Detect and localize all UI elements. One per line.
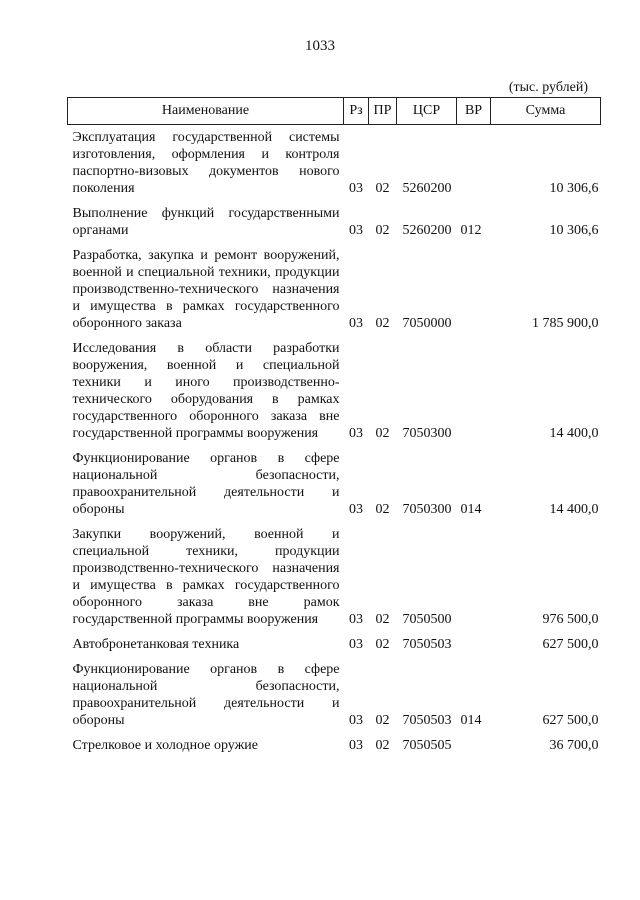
row-pr: 02 bbox=[375, 223, 390, 238]
column-header-pr: ПР bbox=[369, 98, 397, 125]
row-vr: 014 bbox=[460, 713, 482, 728]
row-sum: 976 500,0 bbox=[542, 612, 599, 627]
row-rz: 03 bbox=[349, 637, 363, 652]
row-sum: 14 400,0 bbox=[549, 426, 599, 441]
row-name: Эксплуатация государственной системы изготовления, оформления и контроля паспортно-визовых документов нового поколения bbox=[72, 130, 340, 196]
row-pr: 02 bbox=[375, 426, 390, 441]
row-csr: 7050000 bbox=[402, 316, 452, 331]
row-name: Автобронетанковая техника bbox=[72, 637, 240, 652]
row-csr: 5260200 bbox=[402, 181, 452, 196]
table-row bbox=[68, 446, 601, 522]
column-header-csr: ЦСР bbox=[397, 98, 457, 125]
table-row bbox=[68, 201, 601, 243]
row-rz: 03 bbox=[349, 713, 363, 728]
row-csr: 7050300 bbox=[402, 502, 452, 517]
row-sum: 1 785 900,0 bbox=[532, 316, 599, 331]
row-csr: 7050500 bbox=[402, 612, 452, 627]
row-name: Разработка, закупка и ремонт вооружений, военной и специальной техники, продукции производственно-технического назначения и имущества в рамках государственного оборонного заказа bbox=[72, 248, 340, 331]
page-number: 1033 bbox=[305, 38, 335, 54]
table-row bbox=[68, 632, 601, 657]
row-sum: 627 500,0 bbox=[542, 713, 599, 728]
row-sum: 10 306,6 bbox=[549, 181, 599, 196]
row-csr: 7050503 bbox=[402, 637, 452, 652]
table-row bbox=[68, 243, 601, 336]
row-pr: 02 bbox=[375, 637, 390, 652]
row-vr: 012 bbox=[460, 223, 482, 238]
row-name: Функционирование органов в сфере национальной безопасности, правоохранительной деятельности и обороны bbox=[72, 662, 340, 728]
row-vr bbox=[457, 243, 491, 336]
column-header-vr: ВР bbox=[457, 98, 491, 125]
row-csr: 7050300 bbox=[402, 426, 452, 441]
row-name: Стрелковое и холодное оружие bbox=[72, 738, 258, 753]
row-csr: 5260200 bbox=[402, 223, 452, 238]
row-rz: 03 bbox=[349, 738, 363, 753]
row-rz: 03 bbox=[349, 502, 363, 517]
table-row bbox=[68, 733, 601, 758]
row-vr bbox=[457, 632, 491, 657]
row-sum: 627 500,0 bbox=[542, 637, 599, 652]
row-pr: 02 bbox=[375, 316, 390, 331]
table-row bbox=[68, 522, 601, 632]
units-note: (тыс. рублей) bbox=[508, 80, 588, 95]
row-csr: 7050503 bbox=[402, 713, 452, 728]
column-header-sum: Сумма bbox=[491, 98, 601, 125]
row-csr: 7050505 bbox=[402, 738, 452, 753]
row-vr: 014 bbox=[460, 502, 482, 517]
row-vr bbox=[457, 522, 491, 632]
row-sum: 10 306,6 bbox=[549, 223, 599, 238]
row-rz: 03 bbox=[349, 612, 363, 627]
row-name: Закупки вооружений, военной и специальной техники, продукции производственно-технического назначения и имущества в рамках государственного оборонного заказа вне рамок государственной программы вооружения bbox=[72, 527, 340, 627]
column-header-rz: Рз bbox=[344, 98, 369, 125]
row-rz: 03 bbox=[349, 316, 363, 331]
row-rz: 03 bbox=[349, 181, 363, 196]
column-header-name: Наименование bbox=[68, 98, 344, 125]
row-rz: 03 bbox=[349, 426, 363, 441]
row-pr: 02 bbox=[375, 738, 390, 753]
row-vr bbox=[457, 733, 491, 758]
row-pr: 02 bbox=[375, 713, 390, 728]
table-header bbox=[68, 98, 601, 125]
row-name: Выполнение функций государственными органами bbox=[72, 206, 340, 238]
table-row bbox=[68, 336, 601, 446]
row-name: Функционирование органов в сфере национальной безопасности, правоохранительной деятельности и обороны bbox=[72, 451, 340, 517]
row-sum: 14 400,0 bbox=[549, 502, 599, 517]
table-row bbox=[68, 125, 601, 202]
row-pr: 02 bbox=[375, 612, 390, 627]
row-vr bbox=[457, 125, 491, 202]
table-row bbox=[68, 657, 601, 733]
row-sum: 36 700,0 bbox=[549, 738, 599, 753]
row-pr: 02 bbox=[375, 181, 390, 196]
row-vr bbox=[457, 336, 491, 446]
row-pr: 02 bbox=[375, 502, 390, 517]
budget-table bbox=[67, 97, 601, 758]
row-rz: 03 bbox=[349, 223, 363, 238]
row-name: Исследования в области разработки вооружения, военной и специальной техники и иного производственно-технического оборудования в рамках государственного оборонного заказа вне государственной программы вооружения bbox=[72, 341, 340, 441]
